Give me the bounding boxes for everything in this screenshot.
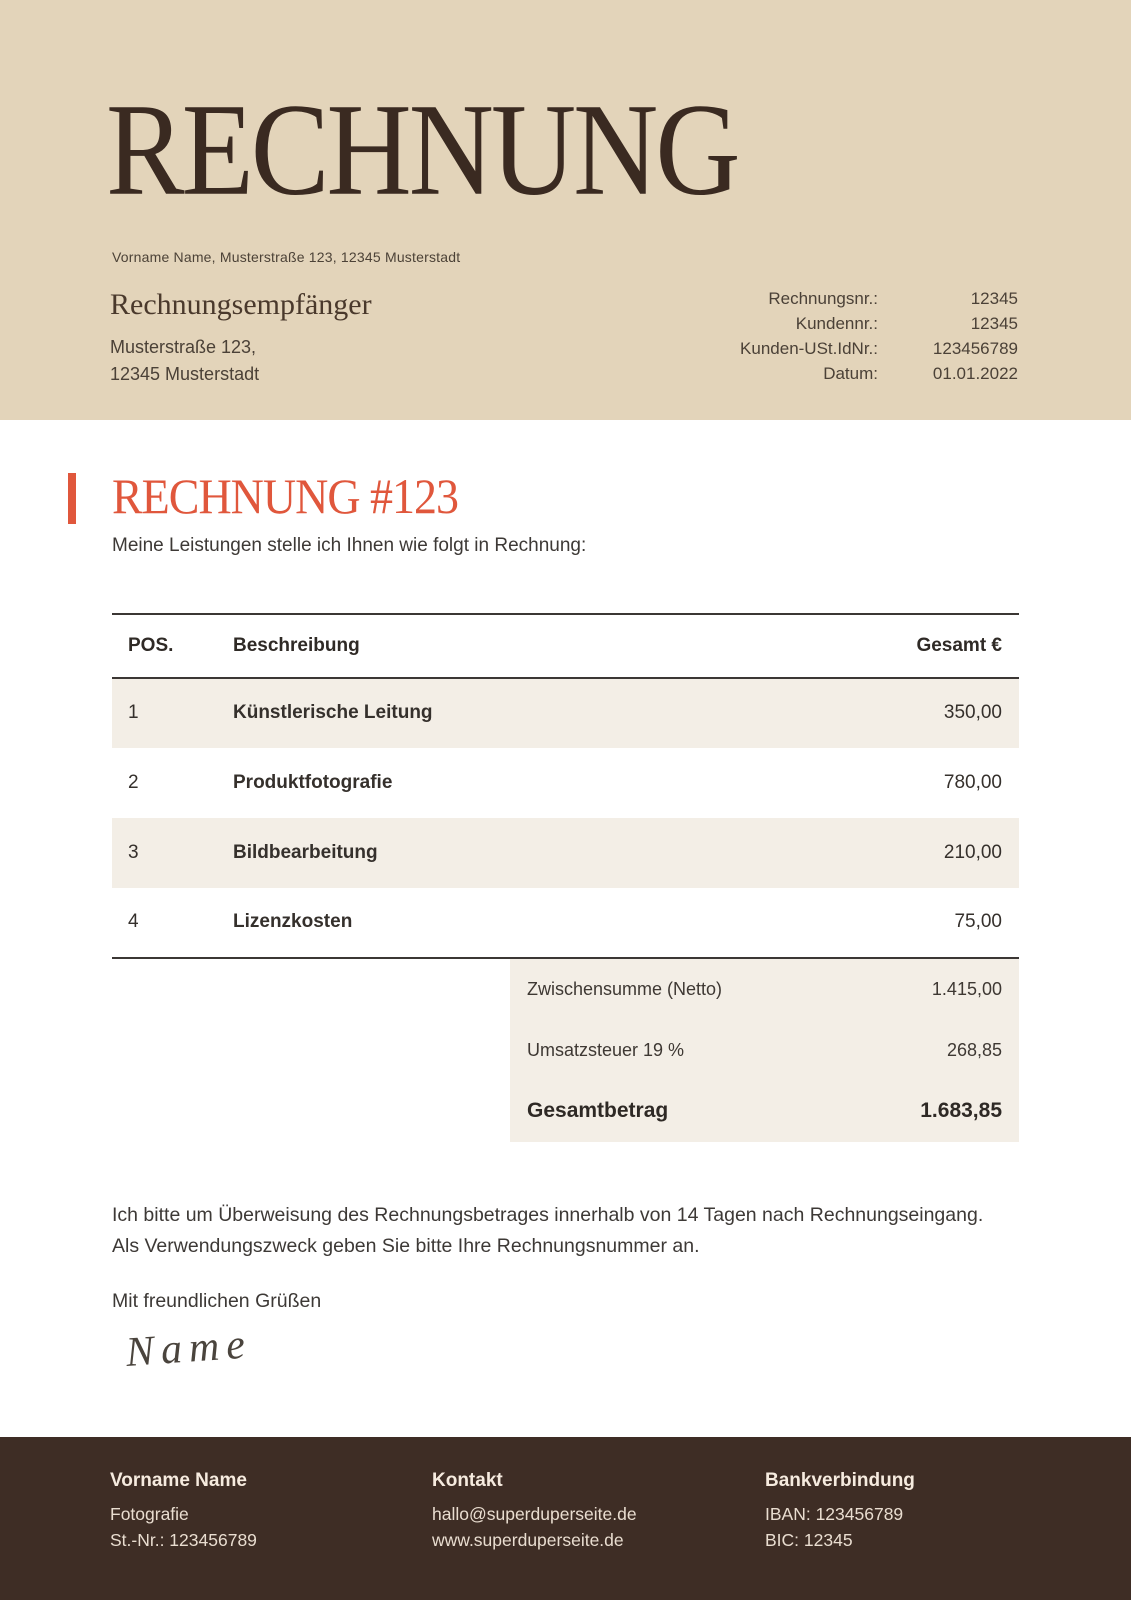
item-description: Bildbearbeitung xyxy=(233,841,378,863)
recipient-block xyxy=(110,288,372,388)
footer-sender-tax-number: St.-Nr.: 123456789 xyxy=(110,1530,257,1550)
item-pos: 1 xyxy=(128,702,139,724)
item-total: 350,00 xyxy=(943,702,1002,724)
items-table xyxy=(112,613,1019,959)
grand-total-value: 1.683,85 xyxy=(920,1099,1002,1123)
customer-vat-id-value: 123456789 xyxy=(932,339,1018,358)
subtotal-value: 1.415,00 xyxy=(931,978,1002,999)
subtotal-row xyxy=(510,959,1019,1020)
recipient-name: Rechnungsempfänger xyxy=(110,288,372,321)
table-row xyxy=(112,748,1019,818)
item-pos: 4 xyxy=(128,911,139,933)
date-value: 01.01.2022 xyxy=(932,364,1018,383)
accent-bar xyxy=(68,473,76,524)
recipient-city: 12345 Musterstadt xyxy=(110,364,260,384)
invoice-meta xyxy=(740,289,1018,384)
footer-sender-title: Vorname Name xyxy=(110,1470,247,1491)
table-header-row xyxy=(112,614,1019,678)
closing-text: Mit freundlichen Grüßen xyxy=(112,1289,322,1312)
customer-number-label: Kundennr.: xyxy=(795,314,878,333)
item-total: 210,00 xyxy=(943,841,1002,863)
invoice-number-value: 12345 xyxy=(970,289,1018,308)
column-header-total: Gesamt € xyxy=(916,634,1002,656)
invoice-heading-block xyxy=(112,468,1019,524)
table-row xyxy=(112,678,1019,748)
footer-bank-column xyxy=(765,1470,1131,1600)
footer-bic: BIC: 12345 xyxy=(765,1530,853,1550)
item-pos: 3 xyxy=(128,841,139,863)
grand-total-label: Gesamtbetrag xyxy=(527,1099,669,1123)
item-pos: 2 xyxy=(128,771,139,793)
item-description: Lizenzkosten xyxy=(233,911,353,933)
footer-contact-column xyxy=(432,1470,765,1600)
customer-vat-id-label: Kunden-USt.IdNr.: xyxy=(740,339,878,358)
footer-iban: IBAN: 123456789 xyxy=(765,1504,904,1524)
invoice-heading xyxy=(112,468,1019,524)
footer-sender-column xyxy=(110,1470,432,1600)
invoice-heading-text: RECHNUNG #123 xyxy=(112,468,459,524)
footer-contact-title: Kontakt xyxy=(432,1470,503,1491)
signature: Name xyxy=(124,1320,254,1376)
intro-text: Meine Leistungen stelle ich Ihnen wie folgt in Rechnung: xyxy=(112,534,587,556)
page-footer xyxy=(0,1437,1131,1600)
item-description: Produktfotografie xyxy=(233,771,393,793)
grand-total-row xyxy=(510,1081,1019,1142)
footer-sender-profession: Fotografie xyxy=(110,1504,189,1524)
item-description: Künstlerische Leitung xyxy=(233,702,433,724)
vat-value: 268,85 xyxy=(946,1039,1002,1060)
column-header-pos: POS. xyxy=(128,634,174,656)
recipient-street: Musterstraße 123, xyxy=(110,337,257,357)
invoice-header xyxy=(0,0,1131,420)
invoice-body xyxy=(0,470,1131,1377)
footer-email-link[interactable]: hallo@superduperseite.de xyxy=(432,1504,637,1524)
page-title xyxy=(106,76,738,223)
table-row xyxy=(112,818,1019,888)
page-title-text: RECHNUNG xyxy=(106,76,738,223)
item-total: 75,00 xyxy=(954,911,1002,933)
vat-row xyxy=(510,1020,1019,1081)
sender-address-line: Vorname Name, Musterstraße 123, 12345 Musterstadt xyxy=(112,249,461,265)
date-label: Datum: xyxy=(823,364,878,383)
footer-bank-title: Bankverbindung xyxy=(765,1470,915,1491)
vat-label: Umsatzsteuer 19 % xyxy=(527,1039,685,1060)
subtotal-label: Zwischensumme (Netto) xyxy=(527,978,723,999)
table-row xyxy=(112,888,1019,958)
totals-summary xyxy=(510,959,1019,1142)
column-header-description: Beschreibung xyxy=(233,634,360,656)
item-total: 780,00 xyxy=(943,771,1002,793)
invoice-number-label: Rechnungsnr.: xyxy=(768,289,878,308)
footer-website-link[interactable]: www.superduperseite.de xyxy=(432,1530,624,1550)
payment-note: Ich bitte um Überweisung des Rechnungsbetrages innerhalb von 14 Tagen nach Rechnungseingang. Als Verwendungszweck geben Sie bitte Ihre Rechnungsnummer an. xyxy=(112,1203,984,1257)
customer-number-value: 12345 xyxy=(970,314,1018,333)
